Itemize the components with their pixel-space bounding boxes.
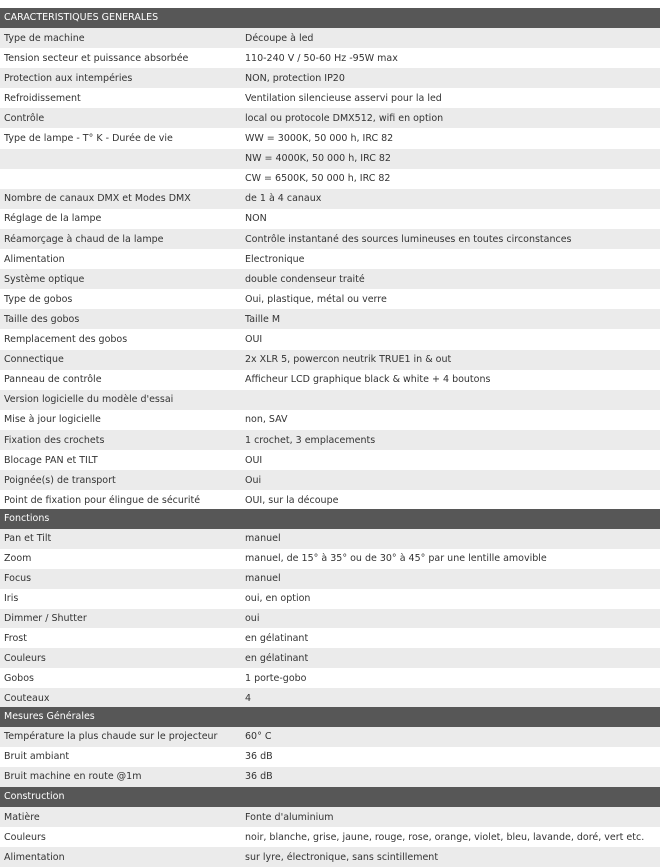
spec-value: oui <box>245 613 260 625</box>
spec-value: OUI <box>245 334 263 346</box>
spec-label: Taille des gobos <box>4 313 80 325</box>
spec-label: Type de machine <box>4 32 85 44</box>
spec-row <box>0 209 660 229</box>
spec-label: Alimentation <box>4 851 65 863</box>
spec-value: manuel <box>245 573 281 585</box>
spec-value: 110-240 V / 50-60 Hz -95W max <box>245 52 398 64</box>
spec-row <box>0 149 660 169</box>
spec-label: Frost <box>4 632 27 644</box>
spec-row <box>0 648 660 668</box>
spec-value: NON <box>245 213 267 225</box>
spec-label: Pan et Tilt <box>4 533 52 545</box>
spec-row <box>0 668 660 688</box>
spec-row <box>0 430 660 450</box>
spec-row <box>0 189 660 209</box>
spec-value: Découpe à led <box>245 32 314 44</box>
spec-label: Alimentation <box>4 253 65 265</box>
spec-value: NW = 4000K, 50 000 h, IRC 82 <box>245 153 391 165</box>
spec-row <box>0 229 660 249</box>
spec-row <box>0 330 660 350</box>
spec-row <box>0 450 660 470</box>
spec-row <box>0 767 660 787</box>
spec-row <box>0 350 660 370</box>
spec-row <box>0 410 660 430</box>
spec-value: oui, en option <box>245 593 311 605</box>
spec-label: Blocage PAN et TILT <box>4 454 98 466</box>
spec-value: NON, protection IP20 <box>245 72 345 84</box>
spec-value: 2x XLR 5, powercon neutrik TRUE1 in & out <box>245 354 452 366</box>
spec-row <box>0 847 660 867</box>
spec-value: de 1 à 4 canaux <box>245 193 322 205</box>
section-header: Mesures Générales <box>0 707 660 727</box>
spec-label: Tension secteur et puissance absorbée <box>4 52 189 64</box>
spec-value: OUI <box>245 454 263 466</box>
spec-label: Iris <box>4 593 19 605</box>
spec-row <box>0 28 660 48</box>
spec-label: Zoom <box>4 553 32 565</box>
spec-value: 36 dB <box>245 751 273 763</box>
spec-value: Oui <box>245 474 262 486</box>
spec-row <box>0 727 660 747</box>
spec-row <box>0 490 660 510</box>
spec-label: Fixation des crochets <box>4 434 105 446</box>
spec-value: local ou protocole DMX512, wifi en option <box>245 112 444 124</box>
spec-value: sur lyre, électronique, sans scintillement <box>245 851 439 863</box>
spec-value: OUI, sur la découpe <box>245 494 339 506</box>
spec-value: en gélatinant <box>245 652 309 664</box>
spec-value: noir, blanche, grise, jaune, rouge, rose, orange, violet, bleu, lavande, doré, vert etc. <box>245 831 645 843</box>
spec-row <box>0 249 660 269</box>
spec-row <box>0 747 660 767</box>
spec-label: Réglage de la lampe <box>4 213 102 225</box>
spec-value: 1 porte-gobo <box>245 672 307 684</box>
spec-label: Température la plus chaude sur le projecteur <box>4 731 218 743</box>
spec-value: Contrôle instantané des sources lumineuses en toutes circonstances <box>245 233 572 245</box>
spec-label: Remplacement des gobos <box>4 334 128 346</box>
spec-value: manuel <box>245 533 281 545</box>
spec-label: Connectique <box>4 354 64 366</box>
section-header: Construction <box>0 787 660 807</box>
spec-row <box>0 688 660 708</box>
spec-value: non, SAV <box>245 414 288 426</box>
spec-row <box>0 827 660 847</box>
spec-row <box>0 569 660 589</box>
spec-row <box>0 470 660 490</box>
spec-label: Type de lampe - T° K - Durée de vie <box>4 133 173 145</box>
spec-label: Bruit machine en route @1m <box>4 771 142 783</box>
spec-value: double condenseur traité <box>245 273 365 285</box>
spec-value: Fonte d'aluminium <box>245 811 334 823</box>
spec-row <box>0 589 660 609</box>
spec-label: Contrôle <box>4 112 45 124</box>
section-header: Fonctions <box>0 509 660 529</box>
spec-value: CW = 6500K, 50 000 h, IRC 82 <box>245 173 391 185</box>
spec-value: Taille M <box>245 313 281 325</box>
spec-label: Type de gobos <box>4 293 73 305</box>
spec-value: Oui, plastique, métal ou verre <box>245 293 387 305</box>
spec-value: 4 <box>245 692 252 704</box>
spec-row <box>0 629 660 649</box>
spec-row <box>0 549 660 569</box>
spec-label: Dimmer / Shutter <box>4 613 87 625</box>
spec-value: en gélatinant <box>245 632 309 644</box>
spec-row <box>0 390 660 410</box>
spec-label: Réamorçage à chaud de la lampe <box>4 233 164 245</box>
spec-value: 60° C <box>245 731 272 743</box>
spec-label: Couteaux <box>4 692 50 704</box>
spec-label: Couleurs <box>4 652 46 664</box>
spec-row <box>0 529 660 549</box>
spec-row <box>0 108 660 128</box>
spec-label: Mise à jour logicielle <box>4 414 101 426</box>
spec-value: Electronique <box>245 253 305 265</box>
spec-row <box>0 269 660 289</box>
spec-label: Système optique <box>4 273 85 285</box>
spec-label: Couleurs <box>4 831 46 843</box>
spec-value: 1 crochet, 3 emplacements <box>245 434 376 446</box>
spec-row <box>0 370 660 390</box>
spec-label: Matière <box>4 811 40 823</box>
spec-value: WW = 3000K, 50 000 h, IRC 82 <box>245 133 394 145</box>
spec-label: Point de fixation pour élingue de sécurité <box>4 494 201 506</box>
spec-label: Protection aux intempéries <box>4 72 133 84</box>
spec-label: Poignée(s) de transport <box>4 474 116 486</box>
spec-row <box>0 289 660 309</box>
spec-row <box>0 48 660 68</box>
spec-row <box>0 609 660 629</box>
spec-label: Refroidissement <box>4 92 81 104</box>
spec-value: manuel, de 15° à 35° ou de 30° à 45° par une lentille amovible <box>245 553 547 565</box>
spec-label: Nombre de canaux DMX et Modes DMX <box>4 193 191 205</box>
spec-row <box>0 309 660 329</box>
spec-row <box>0 68 660 88</box>
spec-label: Gobos <box>4 672 34 684</box>
spec-label: Bruit ambiant <box>4 751 70 763</box>
spec-label: Version logicielle du modèle d'essai <box>4 394 174 406</box>
spec-value: Afficheur LCD graphique black & white + 4 boutons <box>245 374 491 386</box>
section-header: CARACTERISTIQUES GENERALES <box>0 8 660 28</box>
spec-value: Ventilation silencieuse asservi pour la led <box>245 92 442 104</box>
spec-row <box>0 169 660 189</box>
spec-label: Focus <box>4 573 32 585</box>
spec-row <box>0 807 660 827</box>
spec-row <box>0 129 660 149</box>
spec-label: Panneau de contrôle <box>4 374 102 386</box>
spec-value: 36 dB <box>245 771 273 783</box>
spec-row <box>0 88 660 108</box>
